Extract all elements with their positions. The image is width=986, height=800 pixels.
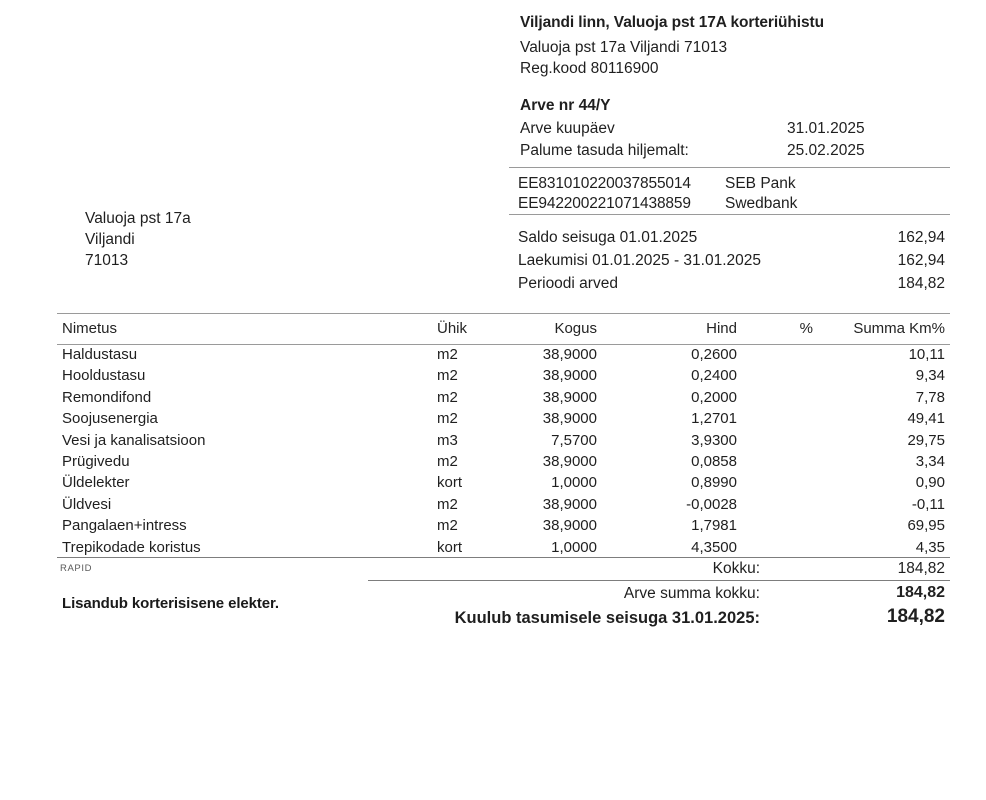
item-name: Üldelekter (62, 474, 130, 492)
item-sum: 10,11 (908, 346, 945, 363)
bank-name-0: SEB Pank (725, 175, 796, 192)
issuer-name: Viljandi linn, Valuoja pst 17A korteriühistu (520, 14, 824, 31)
table-row (57, 493, 950, 514)
balance-amount-2: 184,82 (897, 275, 945, 292)
invoice-date-value: 31.01.2025 (787, 120, 865, 137)
item-name: Pangalaen+intress (62, 517, 187, 535)
invoice-date-label: Arve kuupäev (520, 120, 615, 137)
column-header-unit: Ühik (437, 320, 468, 337)
table-row (57, 343, 950, 364)
table-header-row (57, 313, 950, 343)
column-header-pct: % (799, 320, 813, 337)
bank-iban-1: EE942200221071438859 (518, 195, 691, 212)
column-header-sum: Summa Km% (853, 320, 945, 337)
divider-bank-bottom (509, 214, 950, 215)
balance-label-1: Laekumisi 01.01.2025 - 31.01.2025 (518, 252, 762, 269)
item-sum: 4,35 (915, 538, 945, 556)
issuer-reg-code: Reg.kood 80116900 (520, 60, 659, 77)
total-label-1: Arve summa kokku: (623, 585, 760, 602)
item-price: 1,2701 (691, 410, 737, 428)
item-quantity: 38,9000 (542, 367, 597, 385)
item-sum: 69,95 (907, 517, 945, 535)
item-name: Hooldustasu (62, 367, 146, 385)
item-quantity: 38,9000 (542, 495, 597, 513)
invoice-due-label: Palume tasuda hiljemalt: (520, 142, 689, 159)
table-row (57, 471, 950, 492)
item-price: -0,0028 (686, 495, 737, 513)
item-price: 1,7981 (691, 517, 737, 535)
rapid-watermark: RAPID (60, 563, 93, 574)
item-quantity: 38,9000 (542, 517, 597, 535)
table-row (57, 364, 950, 385)
table-row (57, 450, 950, 471)
item-quantity: 38,9000 (542, 452, 597, 470)
item-quantity: 38,9000 (542, 388, 597, 406)
item-sum: 0,90 (915, 474, 945, 492)
item-unit: m2 (437, 346, 458, 363)
item-quantity: 1,0000 (551, 474, 597, 492)
item-unit: m2 (437, 495, 458, 513)
line-items-table (57, 313, 950, 557)
recipient-line-1: Valuoja pst 17a (85, 210, 191, 227)
item-name: Remondifond (62, 388, 152, 406)
table-row (57, 429, 950, 450)
item-unit: m2 (437, 410, 458, 428)
item-quantity: 38,9000 (542, 410, 597, 428)
invoice-due-value: 25.02.2025 (787, 142, 865, 159)
bank-name-1: Swedbank (725, 195, 798, 212)
footer-note: Lisandub korterisisene elekter. (62, 595, 279, 612)
item-name: Üldvesi (62, 495, 112, 513)
issuer-address: Valuoja pst 17a Viljandi 71013 (520, 39, 728, 56)
recipient-line-2: Viljandi (85, 231, 135, 248)
item-sum: 3,34 (915, 452, 945, 470)
balance-label-0: Saldo seisuga 01.01.2025 (518, 229, 698, 246)
item-unit: m2 (437, 367, 458, 385)
item-price: 4,3500 (691, 538, 737, 556)
table-row (57, 514, 950, 535)
item-sum: 29,75 (907, 431, 945, 449)
item-quantity: 1,0000 (551, 538, 597, 556)
item-unit: m3 (437, 431, 458, 449)
item-name: Vesi ja kanalisatsioon (62, 431, 206, 449)
item-name: Trepikodade koristus (62, 538, 201, 556)
item-price: 0,2400 (691, 367, 737, 385)
balance-amount-1: 162,94 (897, 252, 945, 269)
item-price: 3,9300 (691, 431, 737, 449)
divider-totals (368, 580, 950, 581)
table-row (57, 407, 950, 428)
item-price: 0,0858 (691, 452, 737, 470)
item-price: 0,2000 (691, 388, 737, 406)
item-unit: m2 (437, 517, 458, 535)
item-price: 0,8990 (691, 474, 737, 492)
item-sum: -0,11 (911, 495, 945, 513)
column-header-name: Nimetus (62, 320, 118, 337)
item-unit: m2 (437, 388, 458, 406)
table-row (57, 536, 950, 557)
item-sum: 7,78 (915, 388, 945, 406)
column-header-qty: Kogus (554, 320, 597, 337)
divider-bank-top (509, 167, 950, 168)
invoice-number: Arve nr 44/Y (520, 97, 611, 114)
recipient-line-3: 71013 (85, 252, 129, 269)
divider-table-header (57, 344, 950, 345)
total-amount-2: 184,82 (886, 606, 945, 627)
item-name: Haldustasu (62, 346, 138, 363)
item-sum: 9,34 (915, 367, 945, 385)
item-price: 0,2600 (691, 346, 737, 363)
item-unit: kort (437, 474, 463, 492)
table-row (57, 386, 950, 407)
bank-iban-0: EE831010220037855014 (518, 175, 691, 192)
divider-table-bottom (57, 557, 950, 558)
total-amount-1: 184,82 (896, 584, 945, 601)
item-name: Prügivedu (62, 452, 130, 470)
item-name: Soojusenergia (62, 410, 158, 428)
item-unit: m2 (437, 452, 458, 470)
item-unit: kort (437, 538, 463, 556)
item-quantity: 38,9000 (542, 346, 597, 363)
balance-amount-0: 162,94 (897, 229, 945, 246)
balance-label-2: Perioodi arved (518, 275, 618, 292)
item-sum: 49,41 (907, 410, 945, 428)
column-header-price: Hind (706, 320, 737, 337)
total-amount-0: 184,82 (897, 560, 945, 577)
item-quantity: 7,5700 (551, 431, 597, 449)
total-label-0: Kokku: (712, 560, 760, 577)
total-label-2: Kuulub tasumisele seisuga 31.01.2025: (454, 609, 760, 627)
